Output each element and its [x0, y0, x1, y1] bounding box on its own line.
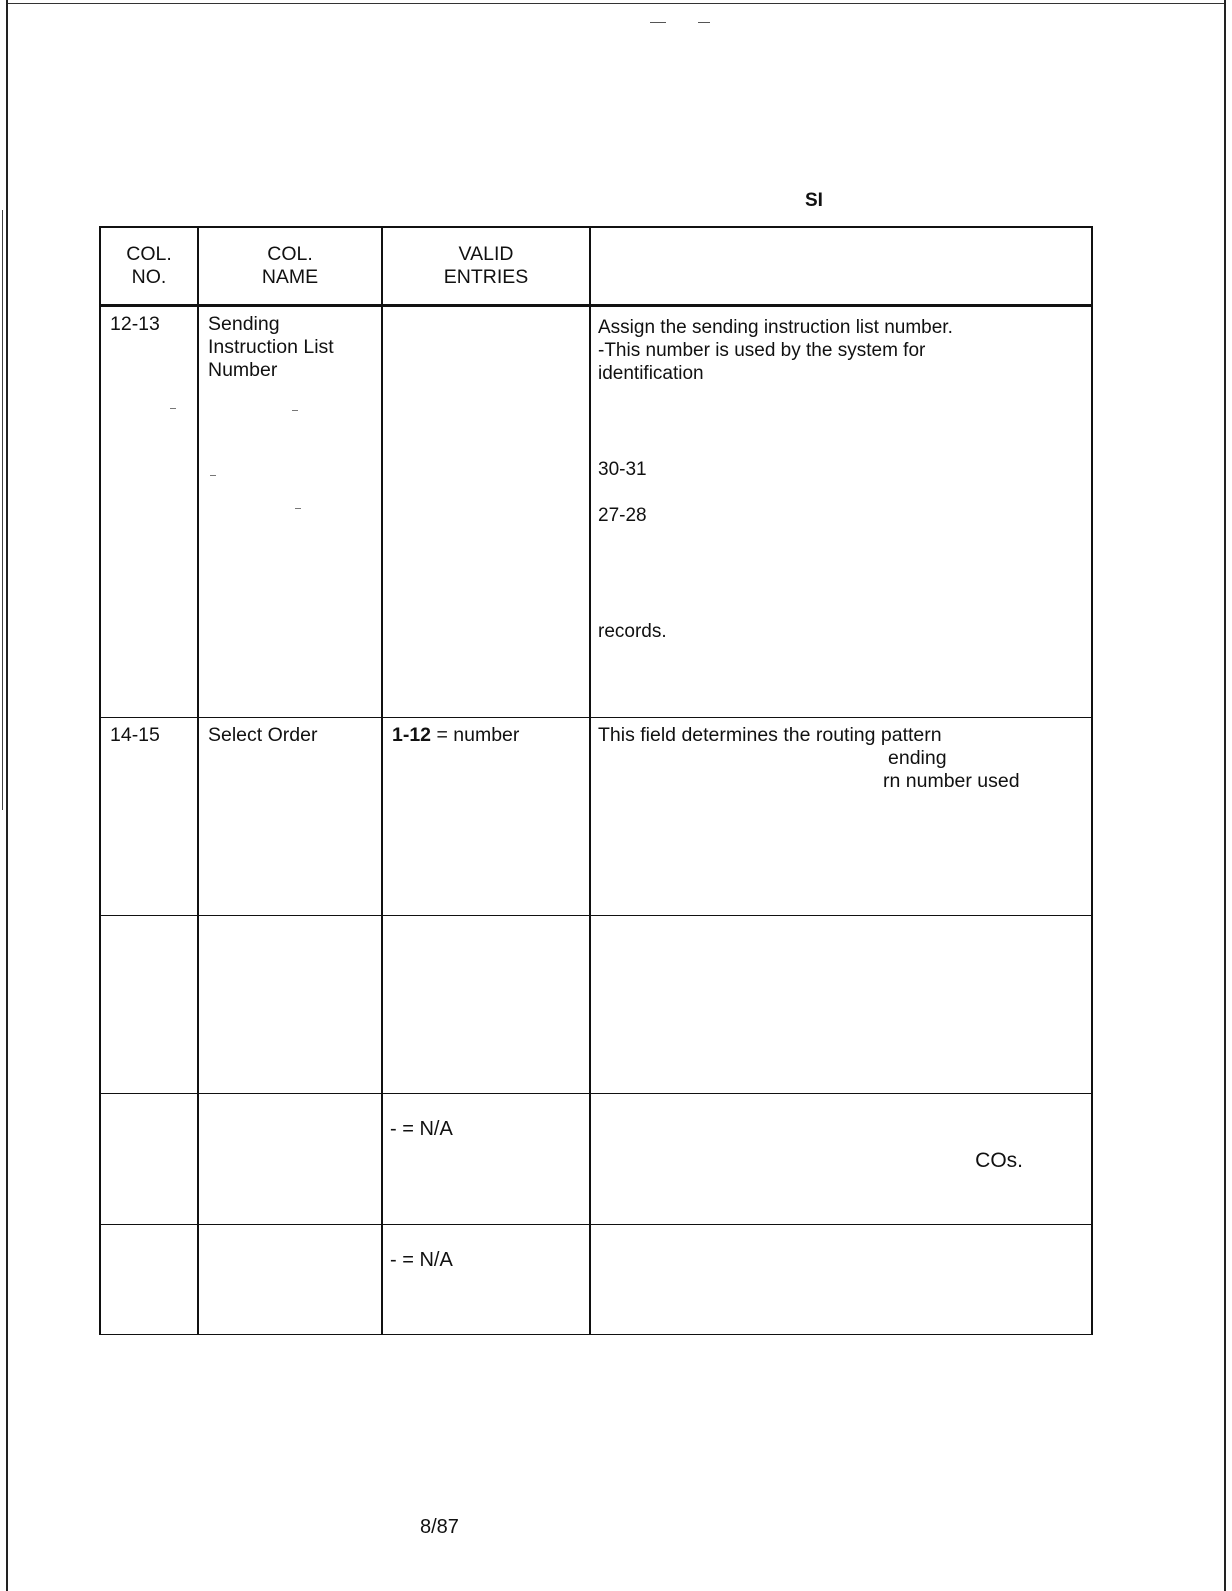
col-no-cell: 12-13 [100, 306, 198, 718]
scan-artifact [170, 408, 176, 409]
valid-entries-cell: - = N/A [382, 1225, 590, 1335]
valid-entries-cell [382, 306, 590, 718]
valid-entries-cell: - = N/A [382, 1094, 590, 1225]
col-name-cell [198, 1094, 382, 1225]
table-header-row [100, 227, 1092, 306]
valid-entries-cell [382, 718, 590, 916]
description-line: rn number used [883, 770, 1020, 792]
description-line: ending [888, 747, 947, 769]
column-reference: 30-31 [598, 459, 647, 480]
scan-frame-top [8, 3, 1224, 4]
scan-frame-left-inner [2, 210, 3, 810]
table-row [100, 1225, 1092, 1335]
description-line: identification [598, 363, 704, 384]
description-line: -This number is used by the system for [598, 340, 926, 361]
section-mark: SI [805, 190, 823, 211]
table-row [100, 1094, 1092, 1225]
valid-entries-cell [382, 916, 590, 1094]
col-name-cell [198, 916, 382, 1094]
description-cell [590, 306, 1092, 718]
valid-range-meaning: = number [431, 724, 520, 746]
page-number: 8/87 [420, 1516, 459, 1538]
description-cell [590, 1225, 1092, 1335]
description-line: This field determines the routing pattern [598, 724, 942, 746]
column-definition-table [99, 226, 1093, 1335]
header-description [590, 227, 1092, 306]
table-row [100, 916, 1092, 1094]
scan-frame-left [6, 0, 8, 1591]
col-no-cell [100, 1225, 198, 1335]
col-name-cell: Select Order [198, 718, 382, 916]
description-line: Assign the sending instruction list number. [598, 317, 953, 338]
description-cell [590, 718, 1092, 916]
header-col-name: COL. NAME [198, 227, 382, 306]
scan-artifact [292, 410, 298, 411]
col-no-cell [100, 1094, 198, 1225]
col-no-cell: 14-15 [100, 718, 198, 916]
table-row [100, 718, 1092, 916]
scan-artifact [698, 22, 710, 23]
description-line: records. [598, 621, 667, 642]
description-cell [590, 916, 1092, 1094]
scan-artifact [650, 22, 666, 23]
description-cell: COs. [590, 1094, 1092, 1225]
scan-frame-right [1224, 0, 1226, 1591]
col-no-cell [100, 916, 198, 1094]
scan-artifact [210, 475, 216, 476]
col-name-cell [198, 1225, 382, 1335]
valid-range: 1-12 [392, 724, 432, 746]
header-valid-entries: VALID ENTRIES [382, 227, 590, 306]
table-row [100, 306, 1092, 718]
col-name-cell: Sending Instruction List Number [198, 306, 382, 718]
column-reference: 27-28 [598, 505, 647, 526]
scan-artifact [295, 508, 301, 509]
header-col-no: COL. NO. [100, 227, 198, 306]
